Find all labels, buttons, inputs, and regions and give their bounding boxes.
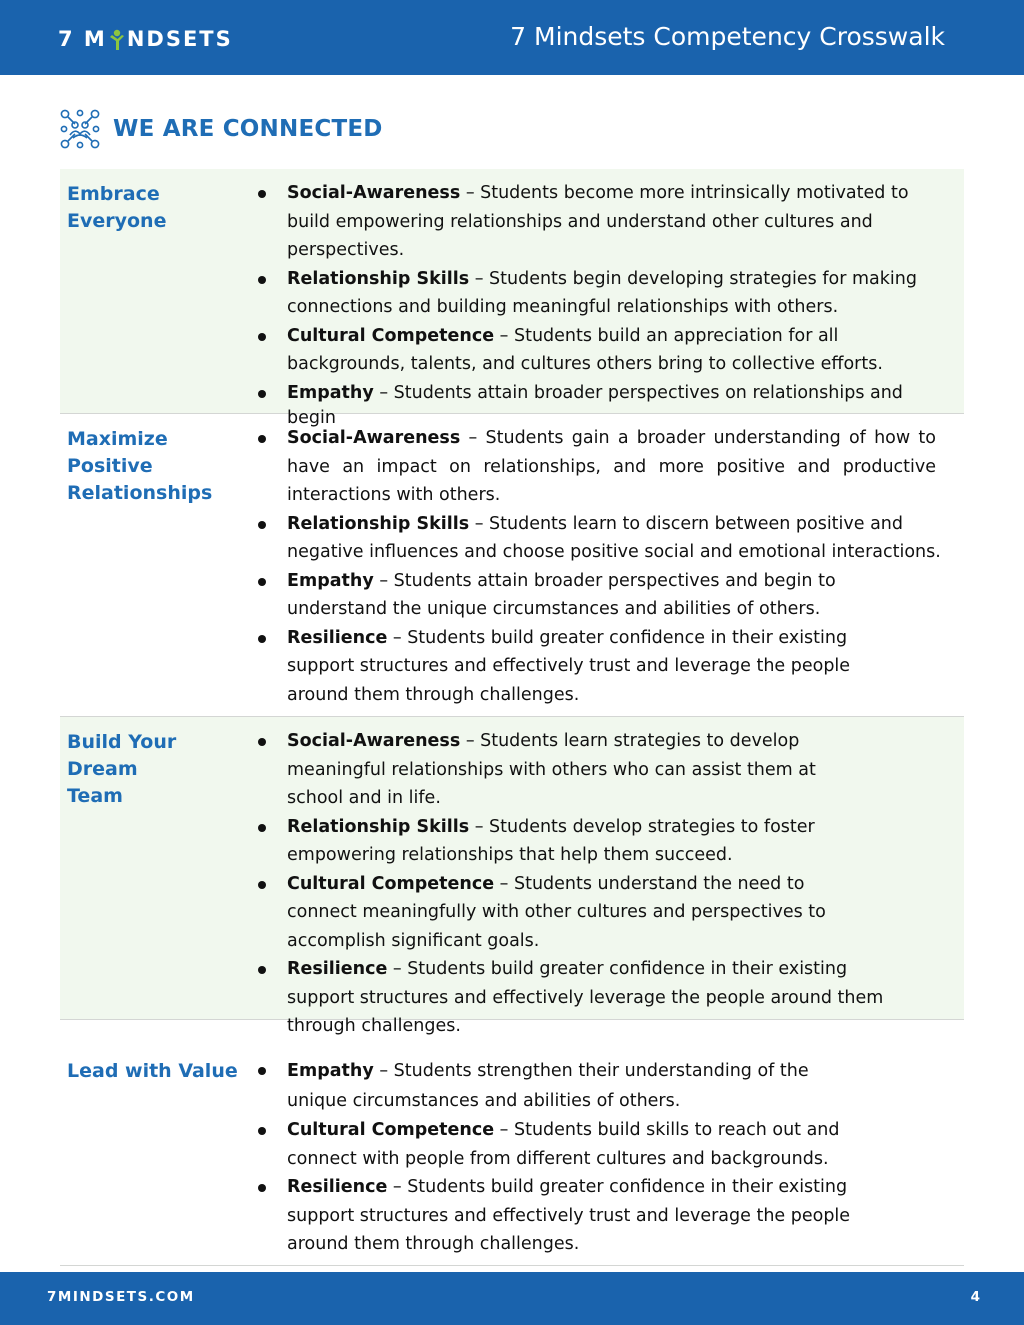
competency-term: Cultural Competence xyxy=(287,325,495,346)
connected-people-icon xyxy=(59,108,101,150)
row-label-line: Build Your Dream xyxy=(67,731,177,780)
row-label-line: Relationships xyxy=(67,482,213,504)
list-item xyxy=(256,1116,886,1173)
row-label xyxy=(67,1058,247,1085)
row-label xyxy=(67,729,247,810)
competency-term: Cultural Competence xyxy=(287,873,495,894)
list-item xyxy=(256,727,876,813)
competency-term: Resilience xyxy=(287,959,388,979)
competency-text: – Students learn to discern between positive and negative influences and choose positive social and emotional interactions. xyxy=(287,513,941,562)
list-item xyxy=(256,265,956,322)
competency-text: – Students understand the need to connect meaningfully with other cultures and perspectives to accomplish significant goals. xyxy=(287,873,826,951)
list-item xyxy=(256,322,956,379)
competency-text: – Students strengthen their understanding of the unique circumstances and abilities of others. xyxy=(287,1061,809,1111)
section-heading xyxy=(59,108,383,150)
list-item xyxy=(256,424,936,510)
competency-text: – Students build greater confidence in their existing support structures and effectively leverage the people around them through challenges. xyxy=(287,959,884,1036)
logo-text-right: NDSETS xyxy=(126,27,233,51)
competency-text: – Students begin developing strategies for making connections and building meaningful relationships with others. xyxy=(287,268,917,317)
section-title: WE ARE CONNECTED xyxy=(113,116,383,142)
logo-text-left: 7 M xyxy=(58,27,107,51)
competency-term: Social-Awareness xyxy=(287,183,461,203)
list-item xyxy=(256,813,816,870)
logo-figure-icon xyxy=(108,29,126,51)
competency-term: Resilience xyxy=(287,627,388,648)
competency-term: Empathy xyxy=(287,1061,374,1081)
footer-website-link[interactable]: 7MINDSETS.COM xyxy=(47,1289,195,1305)
page-footer xyxy=(0,1272,1024,1325)
competency-list xyxy=(256,424,946,709)
competency-list xyxy=(256,727,896,1041)
list-item xyxy=(256,1173,856,1259)
list-item xyxy=(256,870,836,956)
list-item xyxy=(256,624,856,710)
competency-text: – Students build an appreciation for all backgrounds, talents, and cultures others bring to collective efforts. xyxy=(287,325,883,374)
competency-list xyxy=(256,1056,896,1259)
competency-term: Social-Awareness xyxy=(287,428,461,448)
row-label-line: Team xyxy=(67,785,123,807)
competency-text: – Students learn strategies to develop meaningful relationships with others who can assist them at school and in life. xyxy=(287,731,816,808)
row-label-line: Lead with Value xyxy=(67,1060,238,1082)
list-item xyxy=(256,179,956,265)
competency-term: Empathy xyxy=(287,382,374,403)
list-item xyxy=(256,510,946,567)
competency-text: – Students attain broader perspectives on relationships and begin xyxy=(287,382,903,428)
list-item xyxy=(256,567,856,624)
row-label-line: Embrace xyxy=(67,183,160,205)
competency-term: Relationship Skills xyxy=(287,816,470,837)
competency-text: – Students gain a broader understanding of how to have an impact on relationships, and more positive and productive interactions with others. xyxy=(287,428,936,505)
brand-logo[interactable] xyxy=(58,26,233,52)
competency-list xyxy=(256,179,956,431)
competency-text: – Students develop strategies to foster empowering relationships that help them succeed. xyxy=(287,816,815,865)
competency-term: Empathy xyxy=(287,570,374,591)
competency-row-embrace-everyone xyxy=(60,169,964,428)
competency-text: – Students attain broader perspectives and begin to understand the unique circumstances and abilities of others. xyxy=(287,570,836,619)
competency-term: Relationship Skills xyxy=(287,513,470,534)
page-header xyxy=(0,0,1024,75)
competency-term: Social-Awareness xyxy=(287,731,461,751)
competency-row-build-your-dream-team xyxy=(60,717,964,1036)
row-label-line: Maximize Positive xyxy=(67,428,168,477)
competency-text: – Students build skills to reach out and connect with people from different cultures and backgrounds. xyxy=(287,1120,840,1169)
competency-term: Relationship Skills xyxy=(287,268,470,289)
competency-term: Cultural Competence xyxy=(287,1120,495,1140)
competency-term: Resilience xyxy=(287,1177,388,1197)
competency-text: – Students build greater confidence in their existing support structures and effectively trust and leverage the people around them through challenges. xyxy=(287,1177,851,1254)
competency-text: – Students become more intrinsically motivated to build empowering relationships and understand other cultures and perspectives. xyxy=(287,183,909,260)
row-label xyxy=(67,426,247,507)
competency-row-maximize-positive-relationships xyxy=(60,414,964,717)
competency-text: – Students build greater confidence in their existing support structures and effectively trust and leverage the people around them through challenges. xyxy=(287,627,851,705)
row-label-line: Everyone xyxy=(67,210,167,232)
list-item xyxy=(256,1056,816,1116)
document-title: 7 Mindsets Competency Crosswalk xyxy=(510,22,945,51)
row-label xyxy=(67,181,247,235)
competency-row-lead-with-value xyxy=(60,1020,964,1266)
page-number: 4 xyxy=(970,1289,980,1305)
